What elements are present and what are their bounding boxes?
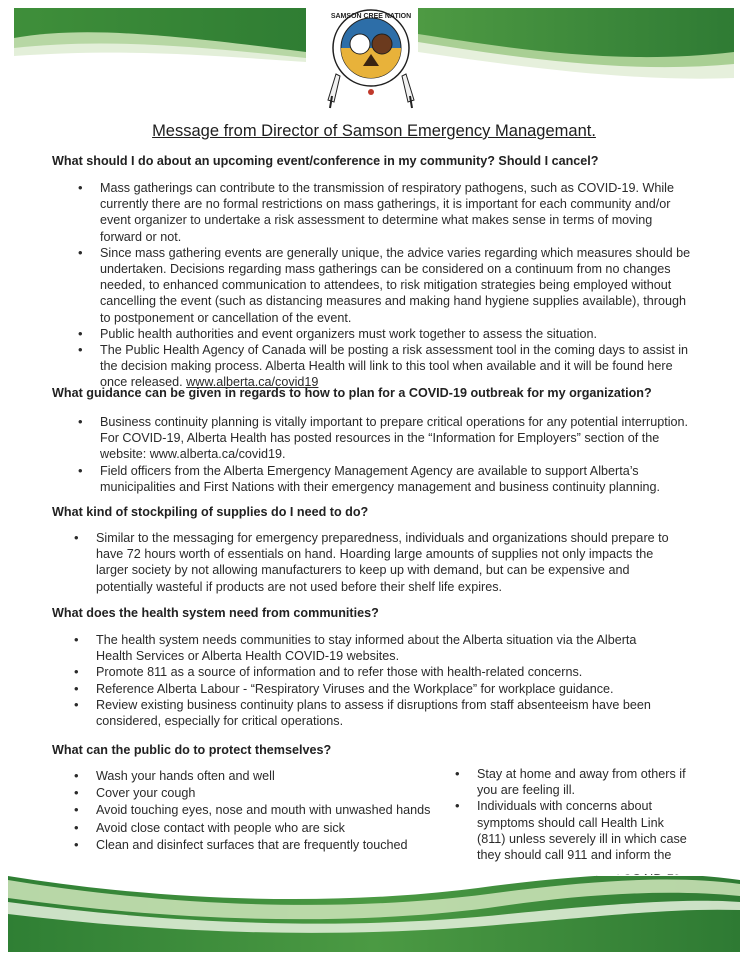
list-item: • Avoid close contact with people who are sick <box>96 820 436 836</box>
samson-cree-nation-seal <box>318 4 424 116</box>
question-outbreak-planning: What guidance can be given in regards to how to plan for a COVID-19 outbreak for my organization? <box>52 386 652 400</box>
list-item: • Reference Alberta Labour - “Respiratory Viruses and the Workplace” for workplace guidance. <box>96 681 664 697</box>
bullet-list-health-system <box>96 632 664 729</box>
alberta-covid19-link[interactable]: www.alberta.ca/covid19 <box>186 375 319 390</box>
list-item: • Wash your hands often and well <box>96 768 436 784</box>
list-item: • Field officers from the Alberta Emergency Management Agency are available to support Alberta’s municipalities and First Nations with their emergency management and business continuity planning. <box>100 463 694 495</box>
list-item: • Avoid touching eyes, nose and mouth with unwashed hands <box>96 802 436 818</box>
bullet-list-event <box>100 180 692 391</box>
list-item: • Mass gatherings can contribute to the transmission of respiratory pathogens, such as COVID-19. While currently there are no formal restrictions on mass gatherings, it is important for each community and/or event organizer to undertake a risk assessment to determine what makes sense in terms of moving forward or not. <box>100 180 692 245</box>
page-title: Message from Director of Samson Emergency Managemant. <box>152 122 596 140</box>
list-item: • Review existing business continuity plans to assess if disruptions from staff absenteeism have been considered, especially for critical operations. <box>96 697 664 729</box>
list-item: • Individuals with concerns about symptoms should call Health Link (811) unless severely ill in which case they should call 911 and inform the <box>477 798 691 879</box>
list-item: • Promote 811 as a source of information and to refer those with health-related concerns. <box>96 664 664 680</box>
bullet-list-planning <box>100 414 694 495</box>
list-item: • Similar to the messaging for emergency preparedness, individuals and organizations should prepare to have 72 hours worth of essentials on hand. Hoarding large amounts of supplies not only impacts the larger society by not allowing manufacturers to keep up with demand, but can be expensive and potentially wasteful if products are not used before their shelf life expires. <box>96 530 686 595</box>
list-item: • The health system needs communities to stay informed about the Alberta situation via the Alberta Health Services or Alberta Health COVID-19 websites. <box>96 632 664 664</box>
bullet-list-public-left <box>96 768 436 853</box>
list-item: • Since mass gathering events are generally unique, the advice varies regarding which measures should be undertaken. Decisions regarding mass gatherings can be considered on a continuum from no changes needed, to enhanced communication to attendees, to risk mitigation strategies being employed without cancelling the event (such as distancing measures and making hand hygiene supplies available), through to postponement or cancellation of the event. <box>100 245 692 326</box>
list-item: • Cover your cough <box>96 785 436 801</box>
list-item: • Stay at home and away from others if you are feeling ill. <box>477 766 691 798</box>
header-wave-left <box>14 8 306 62</box>
question-health-system: What does the health system need from communities? <box>52 606 379 620</box>
list-item: • Business continuity planning is vitally important to prepare critical operations for any potential interruption. For COVID-19, Alberta Health has posted resources in the “Information for Employers” section of the website: www.alberta.ca/covid19. <box>100 414 694 463</box>
question-upcoming-event: What should I do about an upcoming event/conference in my community? Should I cancel? <box>52 154 599 168</box>
svg-text:SAMSON CREE NATION: SAMSON CREE NATION <box>330 13 412 20</box>
footer-wave <box>8 862 740 952</box>
question-public-protection: What can the public do to protect themselves? <box>52 743 332 757</box>
question-stockpiling: What kind of stockpiling of supplies do I need to do? <box>52 505 369 519</box>
header-wave-right <box>418 8 734 82</box>
list-item: • The Public Health Agency of Canada will be posting a risk assessment tool in the coming days to assist in the decision making process. Alberta Health will link to this tool when available and it will be found here once released. www.alberta.ca/covid19 <box>100 342 692 391</box>
bullet-list-stockpiling <box>96 530 686 595</box>
list-item: • Clean and disinfect surfaces that are frequently touched <box>96 837 436 853</box>
list-item: • Public health authorities and event organizers must work together to assess the situation. <box>100 326 692 342</box>
